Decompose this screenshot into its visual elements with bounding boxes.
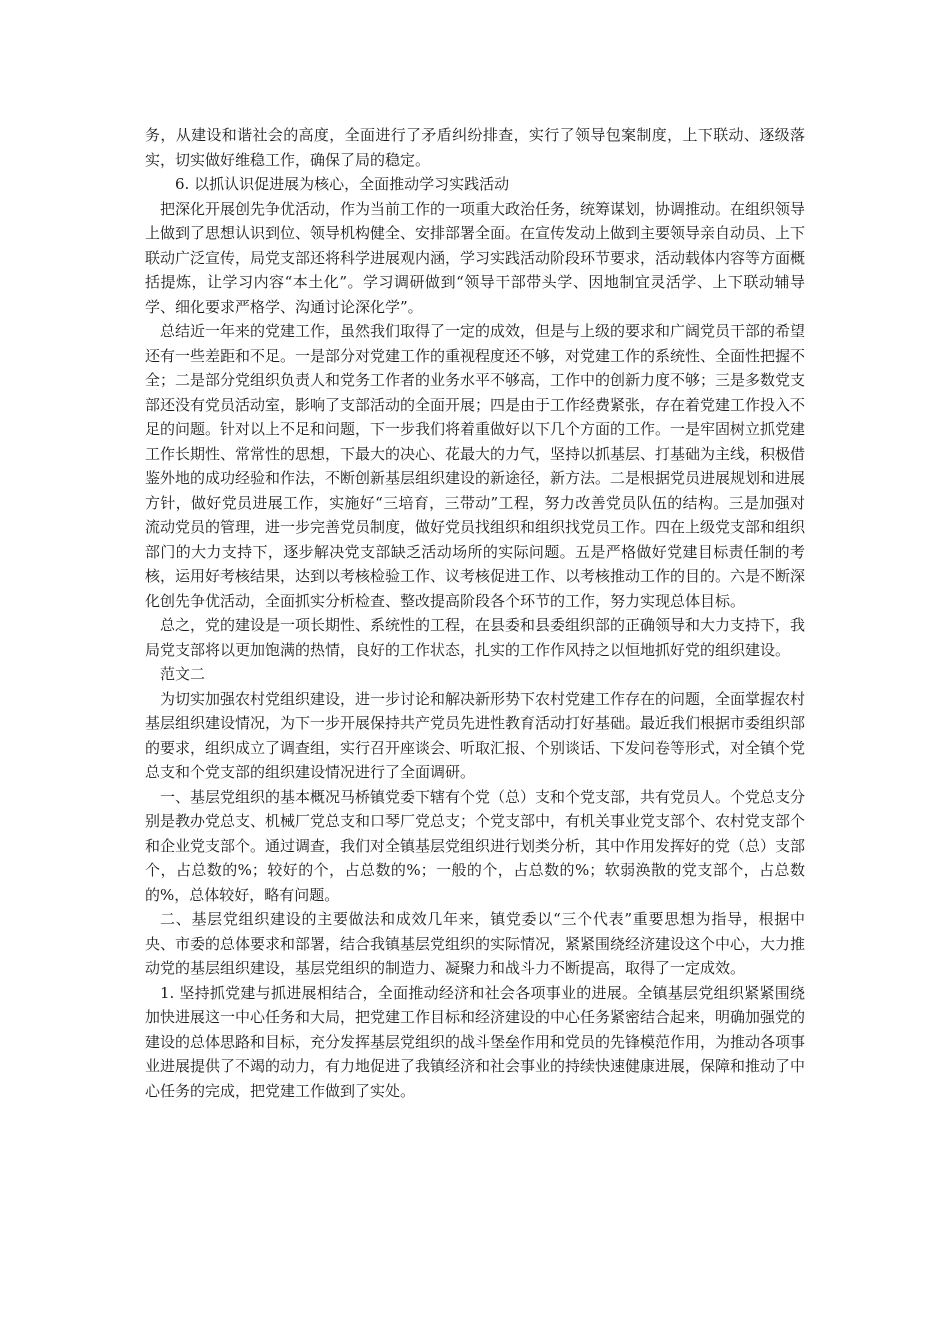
paragraph-conclusion: 总之，党的建设是一项长期性、系统性的工程，在县委和县委组织部的正确领导和大力支持下，我局党支部将以更加饱满的热情，良好的工作状态，扎实的工作作风持之以恒地抓好党的组织建设。 xyxy=(145,616,806,659)
paragraph-intro: 为切实加强农村党组织建设，进一步讨论和解决新形势下农村党建工作存在的问题，全面掌握农村基层组织建设情况，为下一步开展保持共产党员先进性教育活动打好基础。最近我们根据市委组织部的要求，组织成立了调查组，实行召开座谈会、听取汇报、个别谈话、下发问卷等形式，对全镇个党总支和个党支部的组织建设情况进行了全面调研。 xyxy=(145,689,806,781)
paragraph-practices: 二、基层党组织建设的主要做法和成效几年来，镇党委以“三个代表”重要思想为指导，根据中央、市委的总体要求和部署，结合我镇基层党组织的实际情况，紧紧围绕经济建设这个中心，大力推动党的基层组织建设，基层党组织的制造力、凝聚力和战斗力不断提高，取得了一定成效。 xyxy=(145,910,806,977)
paragraph-activity: 把深化开展创先争优活动，作为当前工作的一项重大政治任务，统筹谋划，协调推动。在组织领导上做到了思想认识到位、领导机构健全、安排部署全面。在宣传发动上做到主要领导亲自动员、上下联动广泛宣传，局党支部还将科学进展观内涵，学习实践活动阶段环节要求，活动载体内容等方面概括提炼，让学习内容“本土化”。学习调研做到“领导干部带头学、因地制宜灵活学、上下联动辅导学、细化要求严格学、沟通讨论深化学”。 xyxy=(145,199,806,316)
paragraph-summary: 总结近一年来的党建工作，虽然我们取得了一定的成效，但是与上级的要求和广阔党员干部的希望还有一些差距和不足。一是部分对党建工作的重视程度还不够，对党建工作的系统性、全面性把握不全；二是部分党组织负责人和党务工作者的业务水平不够高，工作中的创新力度不够；三是多数党支部还没有党员活动室，影响了支部活动的全面开展；四是由于工作经费紧张，存在着党建工作投入不足的问题。针对以上不足和问题，下一步我们将着重做好以下几个方面的工作。一是牢固树立抓党建工作长期性、常常性的思想，下最大的决心、花最大的力气，坚持以抓基层、打基础为主线，积极借鉴外地的成功经验和作法，不断创新基层组织建设的新途径，新方法。二是根据党员进展规划和进展方针，做好党员进展工作，实施好“三培育，三带动”工程，努力改善党员队伍的结构。三是加强对流动党员的管理，进一步完善党员制度，做好党员找组织和组织找党员工作。四在上级党支部和组织部门的大力支持下，逐步解决党支部缺乏活动场所的实际问题。五是严格做好党建目标责任制的考核，运用好考核结果，达到以考核检验工作、议考核促进工作、以考核推动工作的目的。六是不断深化创先争优活动，全面抓实分析检查、整改提高阶段各个环节的工作，努力实现总体目标。 xyxy=(145,322,806,610)
paragraph-continuation: 务，从建设和谐社会的高度，全面进行了矛盾纠纷排查，实行了领导包案制度，上下联动、逐级落实，切实做好维稳工作，确保了局的稳定。 xyxy=(145,126,805,169)
document-body xyxy=(145,123,805,1103)
section-heading-6: 6. 以抓认识促进展为核心，全面推动学习实践活动 xyxy=(175,175,510,193)
paragraph-overview: 一、基层党组织的基本概况马桥镇党委下辖有个党（总）支和个党支部，共有党员人。个党总支分别是教办党总支、机械厂党总支和口琴厂党总支；个党支部中，有机关事业党支部个、农村党支部个和企业党支部个。通过调查，我们对全镇基层党组织进行划类分析，其中作用发挥好的党（总）支部个，占总数的%；较好的个，占总数的%；一般的个，占总数的%；软弱涣散的党支部个，占总数的%，总体较好，略有问题。 xyxy=(145,787,806,904)
sample-heading: 范文二 xyxy=(160,665,206,683)
paragraph-item-1: 1. 坚持抓党建与抓进展相结合，全面推动经济和社会各项事业的进展。全镇基层党组织紧紧围绕加快进展这一中心任务和大局，把党建工作目标和经济建设的中心任务紧密结合起来，明确加强党的建设的总体思路和目标，充分发挥基层党组织的战斗堡垒作用和党员的先锋模范作用，为推动各项事业进展提供了不竭的动力，有力地促进了我镇经济和社会事业的持续快速健康进展，保障和推动了中心任务的完成，把党建工作做到了实处。 xyxy=(145,983,806,1100)
